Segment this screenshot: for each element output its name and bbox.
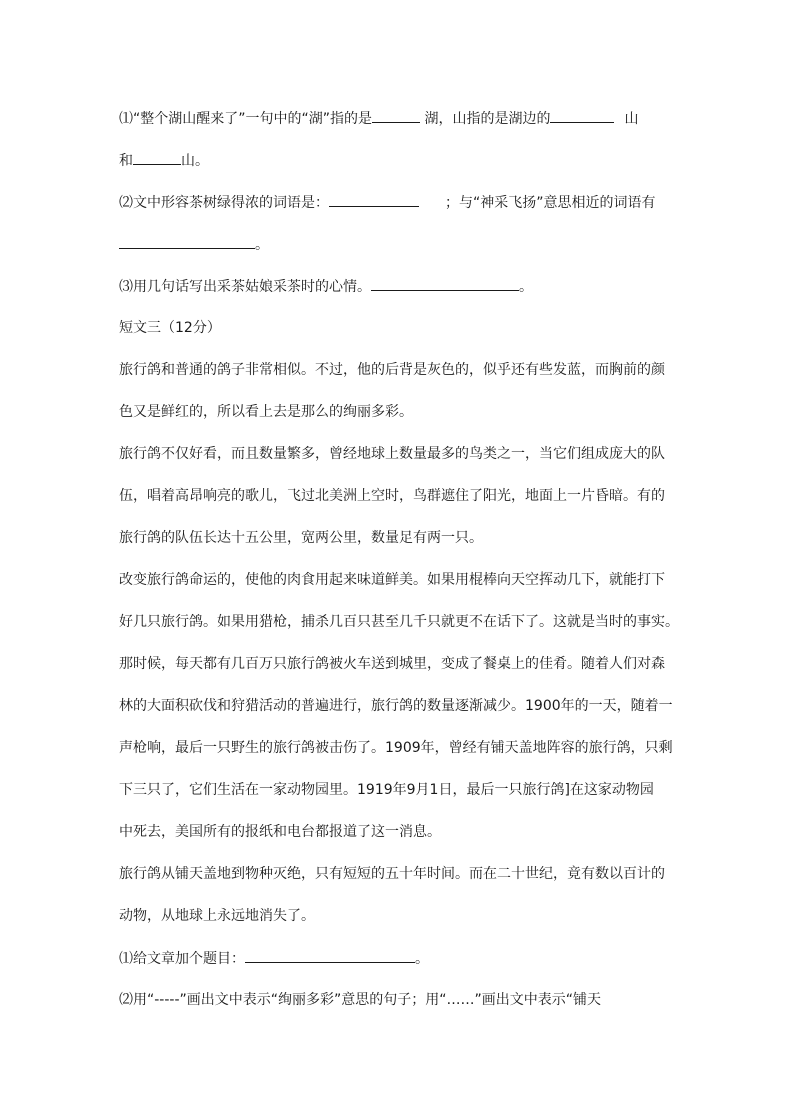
passage-p3-line-7: 中死去，美国所有的报纸和电台都报道了这一消息。	[119, 824, 441, 840]
q2-line-2	[119, 234, 269, 254]
q2-blank-green-word[interactable]	[329, 192, 419, 207]
q1-text-b: 湖，山指的是湖边的	[424, 111, 551, 127]
passage-p3-line-1: 改变旅行鸽命运的，使他的肉食用起来味道鲜美。如果用棍棒向天空挥动几下，就能打下	[119, 572, 665, 588]
s3-q1-line	[119, 948, 429, 968]
passage-p3-line-3: 那时候，每天都有几百万只旅行鸽被火车送到城里，变成了餐桌上的佳肴。随着人们对森	[119, 656, 665, 672]
q3-text-b: 。	[519, 279, 533, 295]
q1-line-2	[119, 150, 209, 170]
q3-blank-mood[interactable]	[371, 276, 519, 291]
q2-line-1	[119, 192, 656, 212]
passage-p4-line-2: 动物，从地球上永远地消失了。	[119, 908, 315, 924]
q1-blank-mountain-2[interactable]	[133, 150, 181, 165]
q1-blank-mountain-1[interactable]	[550, 108, 614, 123]
q2-text-b: ；与“神采飞扬”意思相近的词语有	[445, 195, 656, 211]
passage-p3-line-6: 下三只了，它们生活在一家动物园里。1919年9月1日，最后一只旅行鸽]在这家动物园	[119, 782, 654, 798]
passage-p3-line-2: 好几只旅行鸽。如果用猎枪，捕杀几百只甚至几千只就更不在话下了。这就是当时的事实。	[119, 614, 679, 630]
passage-p2-line-3: 旅行鸽的队伍长达十五公里，宽两公里，数量足有两一只。	[119, 530, 483, 546]
q3-line	[119, 276, 533, 296]
q1-text-a: ⑴“整个湖山醒来了”一句中的“湖”指的是	[119, 111, 373, 127]
s3-q1-text-b: 。	[415, 951, 429, 967]
passage-p3-line-4: 林的大面积砍伐和狩猎活动的普遍进行，旅行鸽的数量逐渐减少。1900年的一天，随着一	[119, 698, 673, 714]
q1-text-c: 山	[624, 111, 639, 127]
q3-text-a: ⑶用几句话写出采茶姑娘采茶时的心情。	[119, 279, 371, 295]
q2-text-a: ⑵文中形容茶树绿得浓的词语是：	[119, 195, 329, 211]
passage-p1-line-2: 色又是鲜红的，所以看上去是那么的绚丽多彩。	[119, 404, 413, 420]
section3-heading: 短文三（12分）	[119, 320, 221, 336]
q2-blank-synonym[interactable]	[119, 234, 255, 249]
q1-text-e: 山。	[181, 153, 209, 169]
passage-p2-line-1: 旅行鸽不仅好看，而且数量繁多，曾经地球上数量最多的鸟类之一，当它们组成庞大的队	[119, 446, 665, 462]
q1-blank-lake[interactable]	[372, 108, 420, 123]
passage-p4-line-1: 旅行鸽从铺天盖地到物种灭绝，只有短短的五十年时间。而在二十世纪，竟有数以百计的	[119, 866, 665, 882]
s3-q2-line: ⑵用“-----”画出文中表示“绚丽多彩”意思的句子；用“……”画出文中表示“铺天	[119, 992, 602, 1008]
passage-p2-line-2: 伍，唱着高昂响亮的歌儿，飞过北美洲上空时，鸟群遮住了阳光，地面上一片昏暗。有的	[119, 488, 665, 504]
q1-text-d: 和	[119, 153, 133, 169]
passage-p1-line-1: 旅行鸽和普通的鸽子非常相似。不过，他的后背是灰色的，似乎还有些发蓝，而胸前的颜	[119, 362, 665, 378]
q1-line-1	[119, 108, 638, 128]
s3-q1-text-a: ⑴给文章加个题目：	[119, 951, 245, 967]
passage-p3-line-5: 声枪响，最后一只野生的旅行鸽被击伤了。1909年，曾经有铺天盖地阵容的旅行鸽，只剩	[119, 740, 673, 756]
s3-q1-blank-title[interactable]	[245, 948, 415, 963]
q2-text-c: 。	[255, 237, 269, 253]
